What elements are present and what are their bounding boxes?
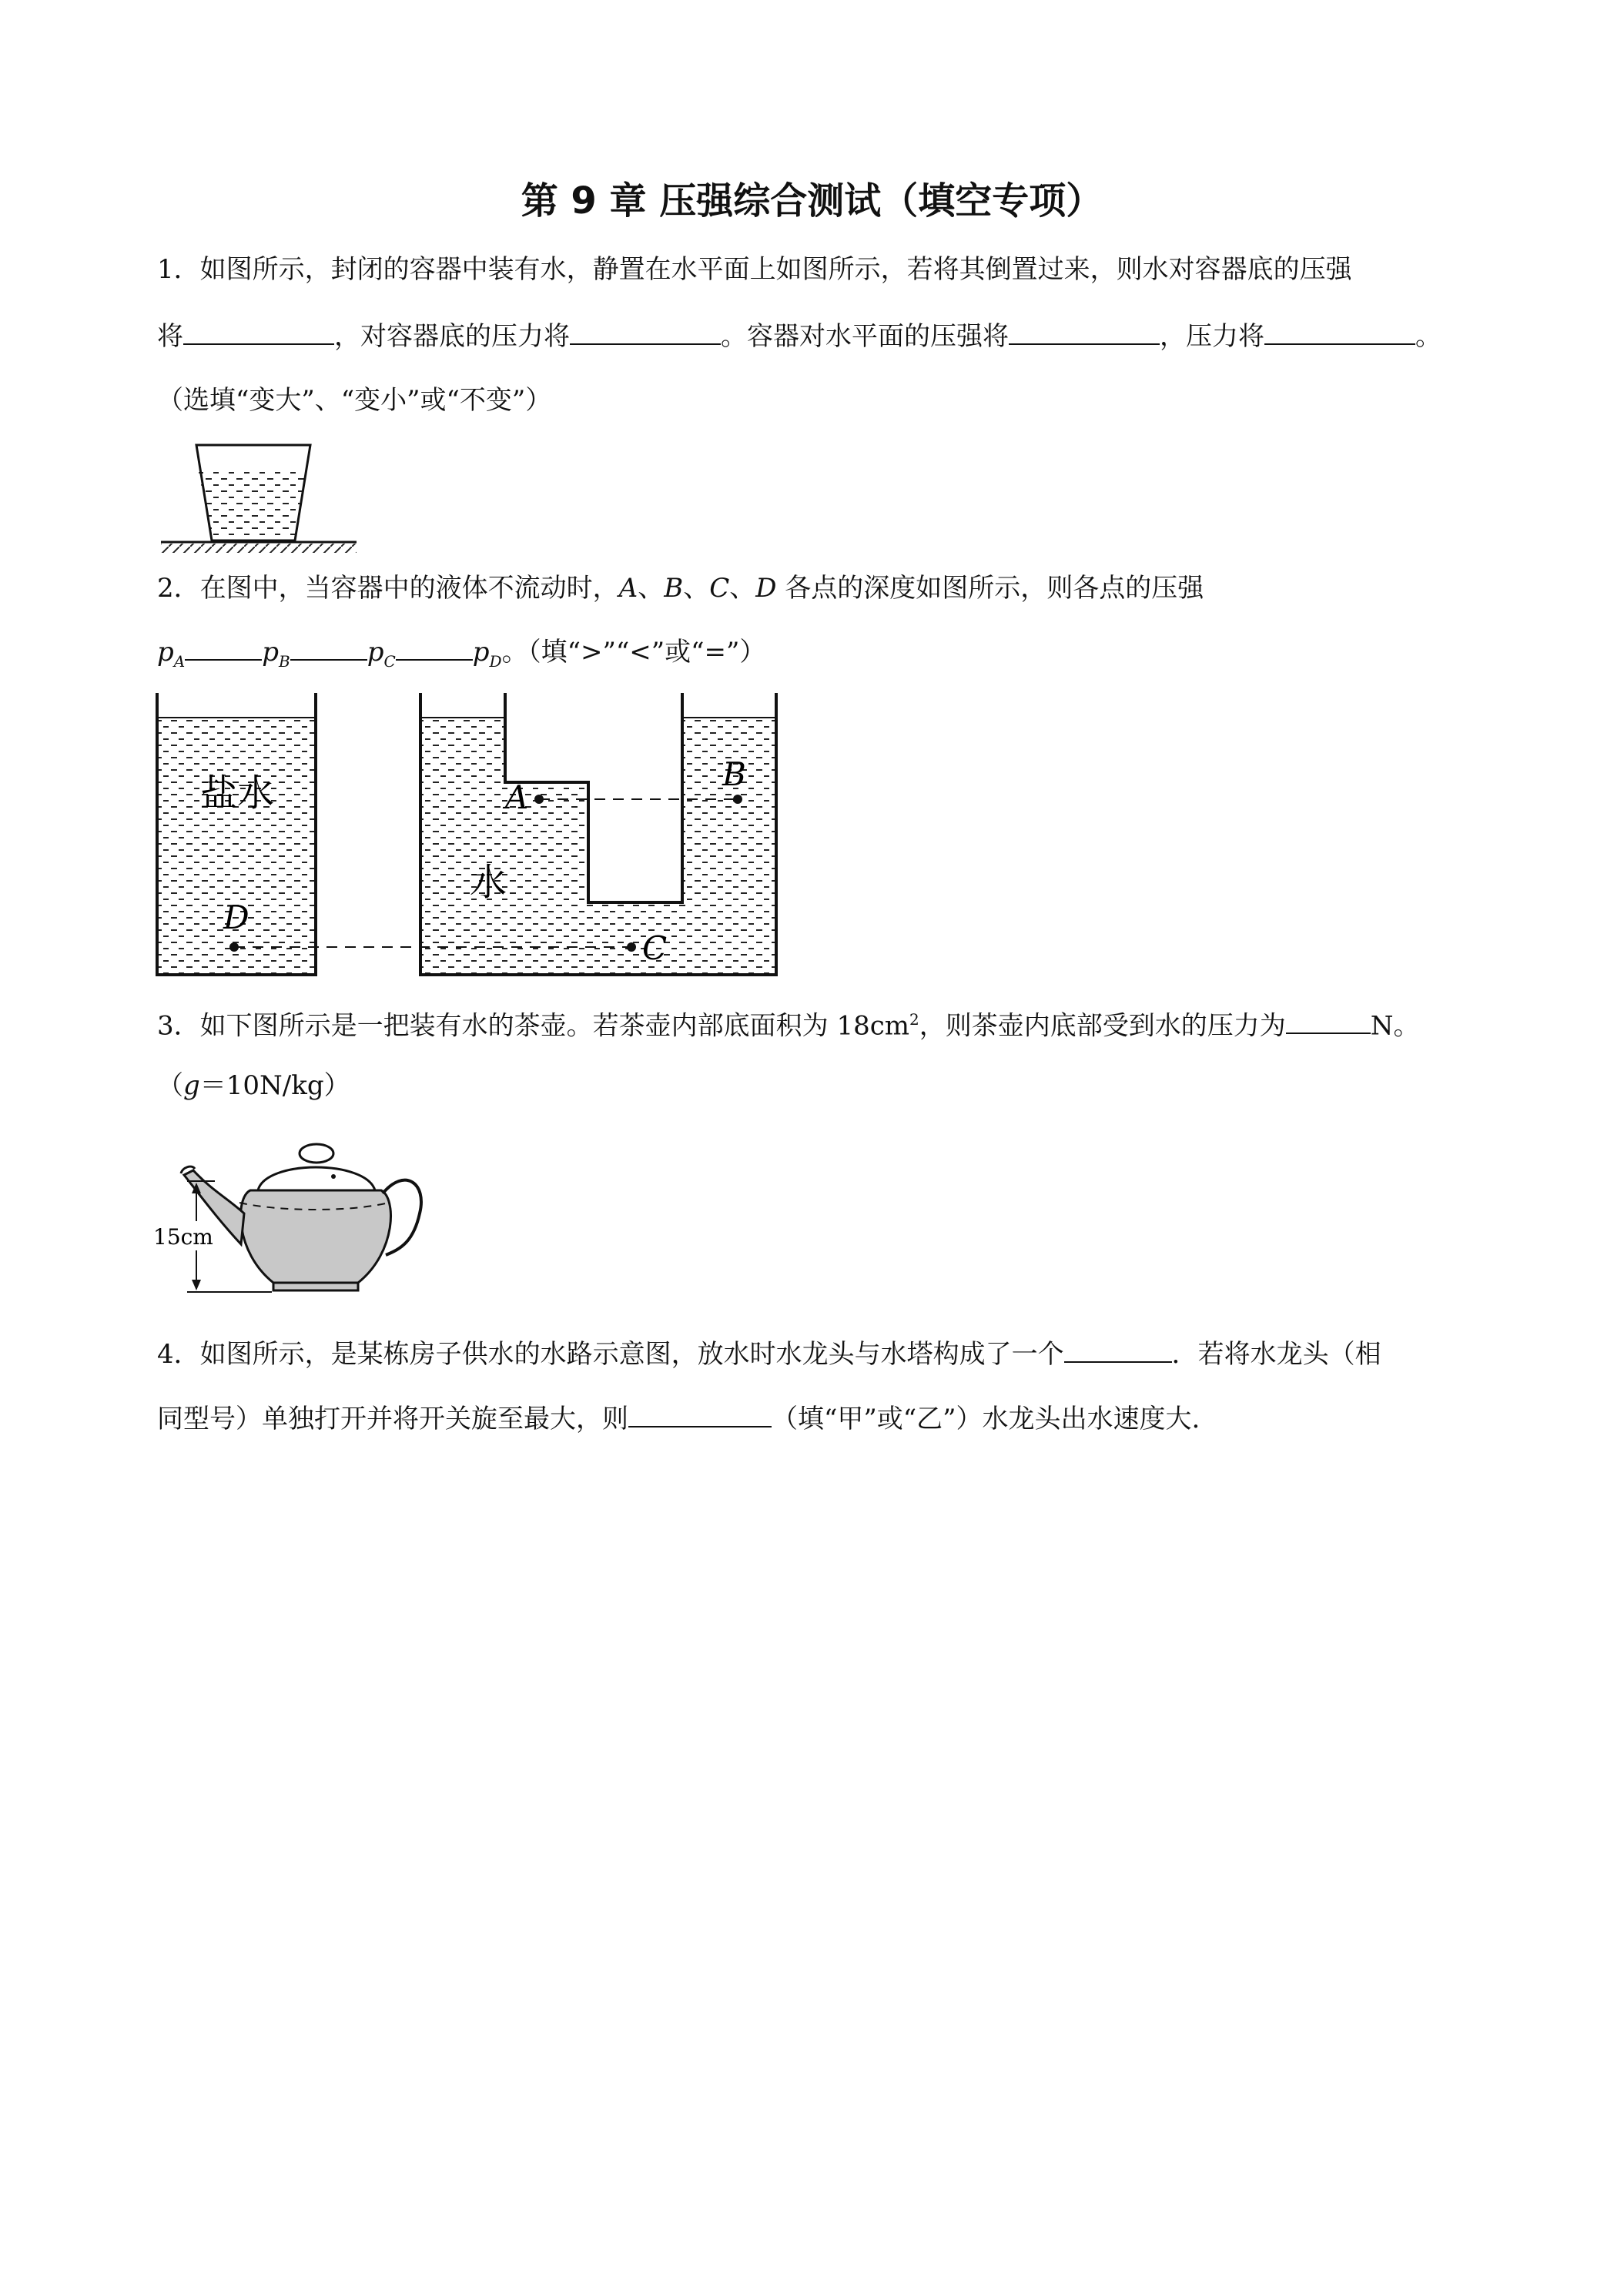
q2-water-label: 水 [470,861,507,904]
q4-text-d: （填“甲”或“乙”）水龙头出水速度大. [772,1404,1200,1434]
q1-container-figure [158,439,358,554]
q2-point-b-text: B [664,573,684,604]
question-1-line-3: （选填“变大”、“变小”或“不变”） [157,385,552,416]
q2-blank-1[interactable] [185,636,262,661]
q3-teapot-base [273,1283,358,1290]
q3-blank[interactable] [1286,1009,1371,1034]
q2-suffix: 。（填“>”“<”或“=”） [501,637,766,668]
question-1-line-2 [157,320,1442,352]
q2-sub-c: C [383,651,396,671]
q2-label-a: A [505,778,529,816]
q3-text-pre: 3．如下图所示是一把装有水的茶壶。若茶壶内部底面积为 18cm [157,1010,909,1042]
q2-sub-a: A [173,651,186,671]
q2-sub-d: D [489,651,502,671]
q3-paren: （ [157,1070,183,1101]
q4-blank-1[interactable] [1064,1338,1172,1363]
q3-height-label: 15cm [153,1224,213,1250]
q3-g-value: ＝10N/kg） [199,1070,350,1101]
q1-blank-4[interactable] [1264,320,1415,345]
q1-text-e: 。 [1415,321,1442,352]
q2-label-b: B [722,755,746,793]
question-2-line-2 [157,636,765,677]
q2-blank-2[interactable] [290,636,367,661]
q4-text-c: 同型号）单独打开并将开关旋至最大，则 [157,1404,628,1434]
q4-blank-2[interactable] [628,1403,772,1427]
q1-text-c: 。容器对水平面的压强将 [721,321,1009,352]
q4-text-b: ．若将水龙头（相 [1171,1339,1381,1370]
q2-point-d [229,942,239,952]
q2-p-d: p [472,637,490,668]
question-3-line-1 [157,1004,1419,1041]
q2-point-a-text: A [618,573,638,604]
q2-p-a: p [157,637,174,668]
q3-g: g [183,1070,200,1101]
q2-point-a [534,795,544,804]
q1-text-a: 将 [157,321,183,352]
q2-p-c: p [367,637,384,668]
q2-salt-water-label: 盐水 [200,771,275,815]
q2-point-c [627,942,636,952]
q3-text-mid: ，则茶壶内底部受到水的压力为 [919,1010,1286,1042]
q3-text-end: N。 [1370,1010,1420,1042]
q3-teapot-hole [331,1174,336,1179]
question-3-line-2 [157,1070,350,1101]
q1-text-b: ，对容器底的压力将 [334,321,570,352]
question-2-line-1 [157,573,1204,604]
q3-teapot-knob [300,1144,333,1163]
q2-label-c: C [642,929,668,967]
q2-p-b: p [262,637,279,668]
q2-point-b [733,795,742,804]
q2-sub-b: B [278,651,290,671]
q2-point-c-text: C [709,573,730,604]
q1-water [198,468,307,541]
q3-sup: 2 [909,1010,919,1029]
q2-text-post: 各点的深度如图所示，则各点的压强 [776,573,1204,604]
q3-teapot-figure [153,1113,435,1306]
q2-sep-3: 、 [729,573,756,604]
q2-sep-1: 、 [638,573,665,604]
q4-text-a: 4．如图所示，是某栋房子供水的水路示意图，放水时水龙头与水塔构成了一个 [157,1339,1064,1370]
question-1-line-1: 1．如图所示，封闭的容器中装有水，静置在水平面上如图所示，若将其倒置过来，则水对容器底的压强 [157,254,1352,285]
question-4-line-1 [157,1338,1381,1370]
q1-text-d: ，压力将 [1160,321,1264,352]
q3-teapot-lid [258,1167,375,1190]
q2-text-pre: 2．在图中，当容器中的液体不流动时， [157,573,619,604]
q3-arrow-down [192,1280,201,1290]
q2-blank-3[interactable] [396,636,473,661]
question-4-line-2 [157,1403,1200,1434]
q2-label-d: D [223,899,249,936]
q1-ground-hatch [161,544,357,553]
q2-point-d-text: D [755,573,777,604]
q3-teapot-body [241,1190,391,1283]
q2-liquid-figure [154,693,785,986]
page-title: 第 9 章 压强综合测试（填空专项） [521,179,1103,223]
q1-blank-3[interactable] [1009,320,1160,345]
q1-blank-2[interactable] [570,320,721,345]
q1-blank-1[interactable] [183,320,334,345]
q2-sep-2: 、 [683,573,710,604]
